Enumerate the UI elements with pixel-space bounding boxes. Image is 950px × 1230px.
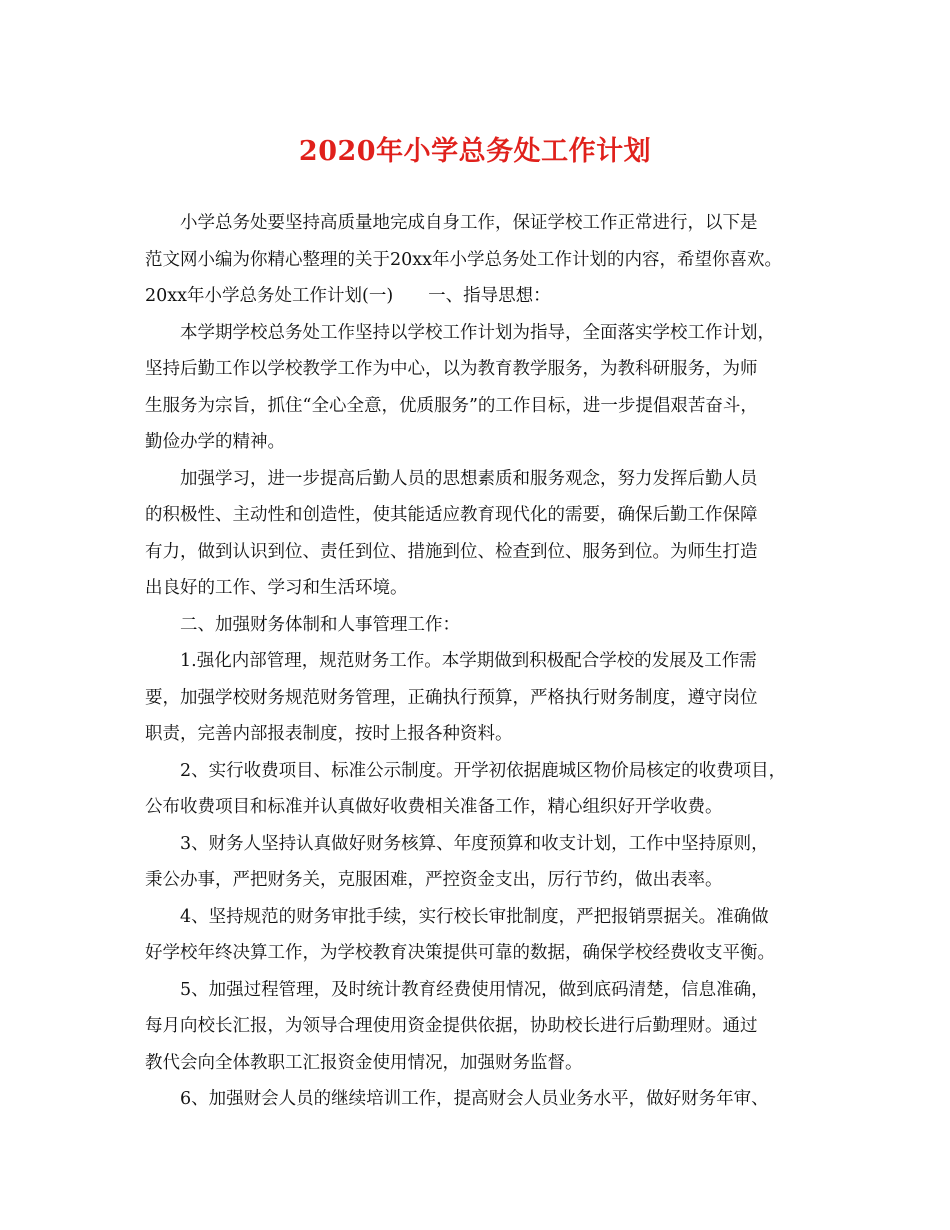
paragraph-line: 坚持后勤工作以学校教学工作为中心，以为教育教学服务，为教科研服务，为师 (145, 359, 758, 379)
paragraph-line: 2、实行收费项目、标准公示制度。开学初依据鹿城区物价局核定的收费项目， (180, 760, 787, 781)
paragraph-line: 范文网小编为你精心整理的关于20xx年小学总务处工作计划的内容，希望你喜欢。 (145, 249, 783, 270)
paragraph-line: 本学期学校总务处工作坚持以学校工作计划为指导，全面落实学校工作计划， (180, 322, 775, 343)
paragraph-line: 好学校年终决算工作，为学校教育决策提供可靠的数据，确保学校经费收支平衡。 (145, 943, 775, 963)
paragraph-line: 职责，完善内部报表制度，按时上报各种资料。 (145, 724, 513, 744)
paragraph-line: 1.强化内部管理，规范财务工作。本学期做到积极配合学校的发展及工作需 (180, 651, 757, 671)
paragraph-line: 出良好的工作、学习和生活环境。 (145, 578, 408, 598)
document-title: 2020年小学总务处工作计划 (298, 136, 652, 167)
paragraph-line: 每月向校长汇报，为领导合理使用资金提供依据，协助校长进行后勤理财。通过 (145, 1016, 758, 1036)
paragraph-line: 勤俭办学的精神。 (145, 432, 285, 452)
document-body (145, 205, 810, 1118)
paragraph-line: 生服务为宗旨，抓住“全心全意，优质服务”的工作目标，进一步提倡艰苦奋斗， (145, 395, 758, 416)
paragraph-line: 4、坚持规范的财务审批手续，实行校长审批制度，严把报销票据关。准确做 (180, 906, 769, 927)
section-heading: 二、加强财务体制和人事管理工作： (180, 614, 460, 635)
paragraph-line: 加强学习，进一步提高后勤人员的思想素质和服务观念，努力发挥后勤人员 (180, 468, 758, 489)
paragraph-line: 有力，做到认识到位、责任到位、措施到位、检查到位、服务到位。为师生打造 (145, 541, 758, 562)
paragraph-line: 公布收费项目和标准并认真做好收费相关准备工作，精心组织好开学收费。 (145, 797, 723, 817)
paragraph-line: 秉公办事，严把财务关，克服困难，严控资金支出，厉行节约，做出表率。 (145, 870, 723, 890)
paragraph-line: 教代会向全体教职工汇报资金使用情况，加强财务监督。 (145, 1052, 583, 1073)
paragraph-line: 6、加强财会人员的继续培训工作，提高财会人员业务水平，做好财务年审、 (180, 1089, 769, 1109)
paragraph-line: 要，加强学校财务规范财务管理，正确执行预算，严格执行财务制度，遵守岗位 (145, 687, 758, 708)
paragraph-line: 5、加强过程管理，及时统计教育经费使用情况，做到底码清楚，信息准确， (180, 979, 769, 1000)
paragraph-line: 3、财务人坚持认真做好财务核算、年度预算和收支计划，工作中坚持原则， (180, 833, 769, 854)
paragraph-line: 的积极性、主动性和创造性，使其能适应教育现代化的需要，确保后勤工作保障 (145, 505, 758, 525)
paragraph-line: 20xx年小学总务处工作计划(一) 一、指导思想： (145, 286, 551, 306)
paragraph-line: 小学总务处要坚持高质量地完成自身工作，保证学校工作正常进行，以下是 (180, 213, 758, 233)
